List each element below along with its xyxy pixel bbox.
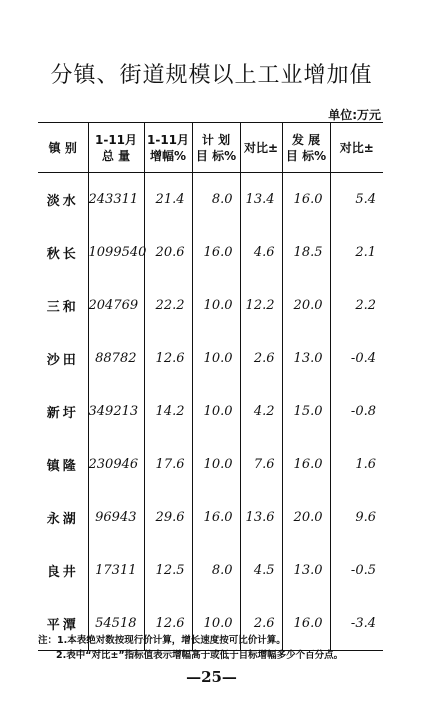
compare-plan-cell: 4.6 — [240, 226, 282, 279]
dev-target-cell: 18.5 — [282, 226, 330, 279]
total-cell: 230946 — [88, 438, 144, 491]
header-total: 1-11月 总 量 — [88, 123, 144, 173]
compare-plan-cell: 2.6 — [240, 332, 282, 385]
unit-label: 单位:万元 — [328, 108, 381, 122]
table-row — [38, 544, 383, 597]
compare-dev-cell: -3.4 — [330, 597, 383, 651]
growth-cell: 29.6 — [144, 491, 192, 544]
compare-dev-cell: -0.5 — [330, 544, 383, 597]
page-number: —25— — [186, 668, 237, 686]
header-compare-plan: 对比± — [240, 123, 282, 173]
total-cell: 349213 — [88, 385, 144, 438]
dev-target-cell: 16.0 — [282, 173, 330, 227]
plan-target-cell: 10.0 — [192, 438, 240, 491]
header-town: 镇 别 — [38, 123, 88, 173]
town-name: 沙田 — [46, 353, 79, 368]
compare-dev-cell: -0.8 — [330, 385, 383, 438]
town-name: 秋长 — [46, 247, 79, 262]
total-cell: 96943 — [88, 491, 144, 544]
compare-dev-cell: 5.4 — [330, 173, 383, 227]
compare-dev-cell: -0.4 — [330, 332, 383, 385]
plan-target-cell: 10.0 — [192, 279, 240, 332]
town-name: 镇隆 — [46, 459, 79, 474]
total-cell: 243311 — [88, 173, 144, 227]
compare-plan-cell: 12.2 — [240, 279, 282, 332]
growth-cell: 12.5 — [144, 544, 192, 597]
total-cell: 88782 — [88, 332, 144, 385]
compare-plan-cell: 7.6 — [240, 438, 282, 491]
town-name: 新圩 — [46, 406, 79, 421]
town-name: 平潭 — [38, 597, 88, 651]
town-name: 良井 — [46, 565, 79, 580]
page-title: 分镇、街道规模以上工业增加值 — [50, 63, 373, 88]
growth-cell: 20.6 — [144, 226, 192, 279]
table-row — [38, 226, 383, 279]
growth-cell: 21.4 — [144, 173, 192, 227]
plan-target-cell: 16.0 — [192, 491, 240, 544]
growth-cell: 17.6 — [144, 438, 192, 491]
compare-dev-cell: 2.2 — [330, 279, 383, 332]
table-row — [38, 491, 383, 544]
footnote-1: 注：1.本表绝对数按现行价计算，增长速度按可比价计算。 — [38, 635, 286, 646]
plan-target-cell: 16.0 — [192, 226, 240, 279]
compare-plan-cell: 13.6 — [240, 491, 282, 544]
town-name: 淡水 — [46, 194, 79, 209]
compare-plan-cell: 13.4 — [240, 173, 282, 227]
dev-target-cell: 13.0 — [282, 332, 330, 385]
dev-target-cell: 20.0 — [282, 279, 330, 332]
plan-target-cell: 10.0 — [192, 332, 240, 385]
growth-cell: 12.6 — [144, 597, 192, 651]
plan-target-cell: 8.0 — [192, 544, 240, 597]
table-header-row — [38, 123, 383, 173]
compare-plan-cell: 4.5 — [240, 544, 282, 597]
compare-dev-cell: 2.1 — [330, 226, 383, 279]
dev-target-cell: 16.0 — [282, 597, 330, 651]
plan-target-cell: 8.0 — [192, 173, 240, 227]
header-dev-target: 发 展 目 标% — [282, 123, 330, 173]
town-name: 永湖 — [46, 512, 79, 527]
compare-dev-cell: 1.6 — [330, 438, 383, 491]
table-row — [38, 438, 383, 491]
header-plan-target: 计 划 目 标% — [192, 123, 240, 173]
table-row — [38, 332, 383, 385]
growth-cell: 12.6 — [144, 332, 192, 385]
total-cell: 1099540 — [88, 226, 144, 279]
plan-target-cell: 10.0 — [192, 385, 240, 438]
dev-target-cell: 20.0 — [282, 491, 330, 544]
compare-plan-cell: 4.2 — [240, 385, 282, 438]
table-row — [38, 279, 383, 332]
total-cell: 204769 — [88, 279, 144, 332]
dev-target-cell: 13.0 — [282, 544, 330, 597]
total-cell: 17311 — [88, 544, 144, 597]
plan-target-cell: 10.0 — [192, 597, 240, 651]
compare-dev-cell: 9.6 — [330, 491, 383, 544]
growth-cell: 22.2 — [144, 279, 192, 332]
footnote-2: 2.表中“对比±”指标值表示增幅高于或低于目标增幅多少个百分点。 — [56, 650, 344, 661]
total-cell: 54518 — [88, 597, 144, 651]
header-growth: 1-11月 增幅% — [144, 123, 192, 173]
header-compare-dev: 对比± — [330, 123, 383, 173]
dev-target-cell: 16.0 — [282, 438, 330, 491]
growth-cell: 14.2 — [144, 385, 192, 438]
dev-target-cell: 15.0 — [282, 385, 330, 438]
town-name: 三和 — [46, 300, 79, 315]
compare-plan-cell: 2.6 — [240, 597, 282, 651]
table-row — [38, 385, 383, 438]
table-row — [38, 173, 383, 227]
footnotes — [38, 633, 398, 663]
industry-value-table — [38, 122, 383, 651]
